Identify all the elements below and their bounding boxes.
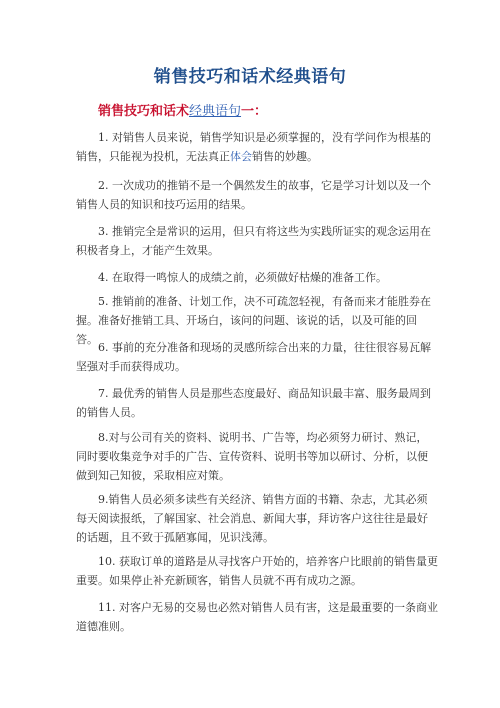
paragraph-1: [76, 128, 438, 166]
paragraph-5: 5. 推销前的准备、计划工作，决不可疏忽轻视，有备而来才能胜券在握。准备好推销工具、开场白，该问的问题、该说的话，以及可能的回答。: [76, 295, 431, 346]
paragraph-10: 10. 获取订单的道路是从寻找客户开始的，培养客户比眼前的销售量更重要。如果停止补充新顾客，销售人员就不再有成功之源。: [76, 555, 438, 587]
inline-link-tihui[interactable]: 体会: [230, 150, 252, 163]
paragraph-2: 2. 一次成功的推销不是一个偶然发生的故事，它是学习计划以及一个销售人员的知识和技巧运用的结果。: [76, 179, 431, 211]
paragraph-9: 9.销售人员必须多读些有关经济、销售方面的书籍、杂志，尤其必须每天阅读报纸，了解国家、社会消息、新闻大事，拜访客户这往往是最好的话题，且不致于孤陋寡闻，见识浅薄。: [76, 493, 428, 544]
paragraph-1-text-b: 销售的妙趣。: [252, 150, 318, 163]
paragraph-1-text-a: 1. 对销售人员来说，销售学知识是必须掌握的，没有学问作为根基的销售，只能视为投机，无法真正: [76, 131, 431, 163]
section-heading-suffix: 一：: [241, 104, 268, 119]
document-title: 销售技巧和话术经典语句: [153, 67, 347, 87]
section-heading: [98, 100, 267, 119]
paragraph-6: 6. 事前的充分准备和现场的灵感所综合出来的力量，往往很容易瓦解坚强对手而获得成功。: [76, 341, 431, 373]
paragraph-4: 4. 在取得一鸣惊人的成绩之前，必须做好枯燥的准备工作。: [98, 271, 387, 284]
keyword-link[interactable]: 经典语句: [189, 104, 242, 119]
paragraph-7: 7. 最优秀的销售人员是那些态度最好、商品知识最丰富、服务最周到的销售人员。: [76, 387, 431, 419]
paragraph-11: 11. 对客户无易的交易也必然对销售人员有害，这是最重要的一条商业道德准则。: [76, 601, 438, 633]
paragraph-3: 3. 推销完全是常识的运用，但只有将这些为实践所证实的观念运用在积极者身上，才能产生效果。: [76, 225, 431, 257]
section-heading-prefix: 销售技巧和话术: [98, 104, 190, 119]
paragraph-8: 8.对与公司有关的资料、说明书、广告等，均必须努力研讨、熟记，同时要收集竞争对手的广告、宣传资料、说明书等加以研讨、分析，以便做到知己知彼，采取相应对策。: [76, 431, 428, 482]
